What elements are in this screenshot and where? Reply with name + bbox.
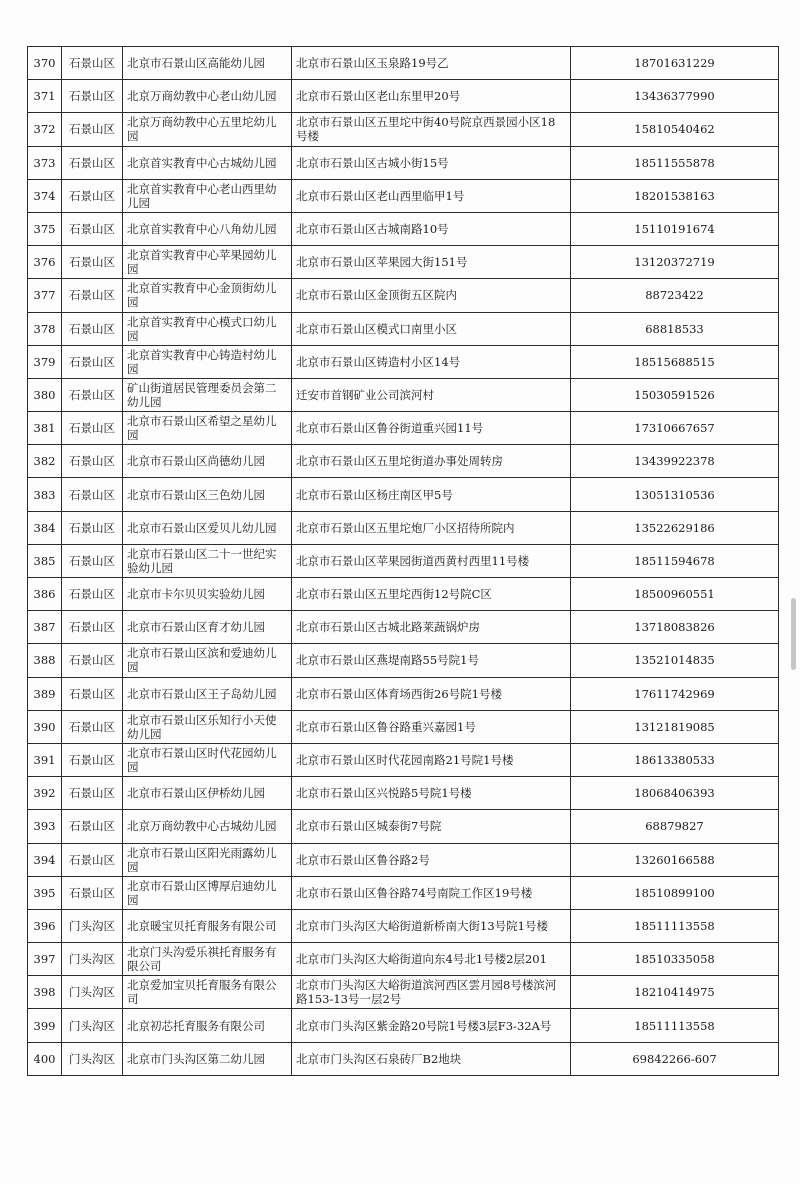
table-row xyxy=(28,412,779,445)
kindergarten-name-cell: 北京市石景山区希望之星幼儿园 xyxy=(123,412,292,445)
kindergarten-name-cell: 北京市石景山区二十一世纪实验幼儿园 xyxy=(123,544,292,577)
phone-cell: 18500960551 xyxy=(571,578,779,611)
district-cell: 石景山区 xyxy=(62,312,123,345)
row-number: 376 xyxy=(28,246,62,279)
address-cell: 北京市石景山区古城南路10号 xyxy=(292,212,571,245)
kindergarten-table xyxy=(27,46,779,1076)
table-row xyxy=(28,279,779,312)
phone-cell: 88723422 xyxy=(571,279,779,312)
kindergarten-name-cell: 北京市石景山区伊桥幼儿园 xyxy=(123,777,292,810)
kindergarten-name-cell: 北京首实教育中心金顶街幼儿园 xyxy=(123,279,292,312)
phone-cell: 13051310536 xyxy=(571,478,779,511)
row-number: 375 xyxy=(28,212,62,245)
phone-cell: 18511113558 xyxy=(571,909,779,942)
table-row xyxy=(28,378,779,411)
row-number: 378 xyxy=(28,312,62,345)
table-row xyxy=(28,976,779,1009)
row-number: 386 xyxy=(28,578,62,611)
table-row xyxy=(28,909,779,942)
phone-cell: 18510899100 xyxy=(571,876,779,909)
table-row xyxy=(28,80,779,113)
phone-cell: 69842266-607 xyxy=(571,1042,779,1075)
table-row xyxy=(28,1042,779,1075)
address-cell: 北京市石景山区苹果园街道西黄村西里11号楼 xyxy=(292,544,571,577)
phone-cell: 18511555878 xyxy=(571,146,779,179)
row-number: 387 xyxy=(28,611,62,644)
row-number: 377 xyxy=(28,279,62,312)
table-row xyxy=(28,876,779,909)
address-cell: 北京市门头沟区紫金路20号院1号楼3层F3-32A号 xyxy=(292,1009,571,1042)
district-cell: 门头沟区 xyxy=(62,976,123,1009)
row-number: 396 xyxy=(28,909,62,942)
row-number: 380 xyxy=(28,378,62,411)
row-number: 395 xyxy=(28,876,62,909)
table-row xyxy=(28,943,779,976)
kindergarten-name-cell: 矿山街道居民管理委员会第二幼儿园 xyxy=(123,378,292,411)
table-row xyxy=(28,511,779,544)
kindergarten-name-cell: 北京市石景山区乐知行小天使幼儿园 xyxy=(123,710,292,743)
table-row xyxy=(28,810,779,843)
address-cell: 北京市石景山区苹果园大街151号 xyxy=(292,246,571,279)
address-cell: 北京市石景山区杨庄南区甲5号 xyxy=(292,478,571,511)
phone-cell: 13121819085 xyxy=(571,710,779,743)
phone-cell: 13439922378 xyxy=(571,445,779,478)
address-cell: 北京市石景山区鲁谷街道重兴园11号 xyxy=(292,412,571,445)
row-number: 372 xyxy=(28,113,62,146)
kindergarten-name-cell: 北京首实教育中心八角幼儿园 xyxy=(123,212,292,245)
district-cell: 石景山区 xyxy=(62,478,123,511)
district-cell: 石景山区 xyxy=(62,80,123,113)
address-cell: 北京市石景山区古城小街15号 xyxy=(292,146,571,179)
kindergarten-name-cell: 北京市石景山区王子岛幼儿园 xyxy=(123,677,292,710)
district-cell: 石景山区 xyxy=(62,47,123,80)
table-row xyxy=(28,445,779,478)
row-number: 379 xyxy=(28,345,62,378)
address-cell: 北京市石景山区五里坨街道办事处周转房 xyxy=(292,445,571,478)
row-number: 399 xyxy=(28,1009,62,1042)
district-cell: 石景山区 xyxy=(62,378,123,411)
district-cell: 石景山区 xyxy=(62,412,123,445)
row-number: 374 xyxy=(28,179,62,212)
address-cell: 北京市石景山区鲁谷路重兴嘉园1号 xyxy=(292,710,571,743)
phone-cell: 18613380533 xyxy=(571,743,779,776)
address-cell: 北京市石景山区铸造村小区14号 xyxy=(292,345,571,378)
phone-cell: 15030591526 xyxy=(571,378,779,411)
kindergarten-name-cell: 北京万商幼教中心古城幼儿园 xyxy=(123,810,292,843)
kindergarten-name-cell: 北京门头沟爱乐祺托育服务有限公司 xyxy=(123,943,292,976)
address-cell: 北京市石景山区时代花园南路21号院1号楼 xyxy=(292,743,571,776)
district-cell: 石景山区 xyxy=(62,345,123,378)
vertical-scrollbar[interactable] xyxy=(791,598,796,670)
row-number: 400 xyxy=(28,1042,62,1075)
district-cell: 石景山区 xyxy=(62,279,123,312)
row-number: 373 xyxy=(28,146,62,179)
phone-cell: 13521014835 xyxy=(571,644,779,677)
kindergarten-name-cell: 北京市门头沟区第二幼儿园 xyxy=(123,1042,292,1075)
table-row xyxy=(28,345,779,378)
phone-cell: 18511594678 xyxy=(571,544,779,577)
address-cell: 北京市石景山区五里坨炮厂小区招待所院内 xyxy=(292,511,571,544)
kindergarten-name-cell: 北京爱加宝贝托育服务有限公司 xyxy=(123,976,292,1009)
district-cell: 石景山区 xyxy=(62,644,123,677)
address-cell: 迁安市首钢矿业公司滨河村 xyxy=(292,378,571,411)
address-cell: 北京市石景山区体育场西街26号院1号楼 xyxy=(292,677,571,710)
table-row xyxy=(28,478,779,511)
address-cell: 北京市石景山区兴悦路5号院1号楼 xyxy=(292,777,571,810)
row-number: 392 xyxy=(28,777,62,810)
district-cell: 石景山区 xyxy=(62,810,123,843)
phone-cell: 68879827 xyxy=(571,810,779,843)
table-row xyxy=(28,644,779,677)
row-number: 370 xyxy=(28,47,62,80)
kindergarten-name-cell: 北京万商幼教中心老山幼儿园 xyxy=(123,80,292,113)
phone-cell: 13718083826 xyxy=(571,611,779,644)
phone-cell: 18510335058 xyxy=(571,943,779,976)
kindergarten-name-cell: 北京市石景山区博厚启迪幼儿园 xyxy=(123,876,292,909)
row-number: 381 xyxy=(28,412,62,445)
address-cell: 北京市门头沟区石泉砖厂B2地块 xyxy=(292,1042,571,1075)
phone-cell: 13436377990 xyxy=(571,80,779,113)
kindergarten-name-cell: 北京万商幼教中心五里坨幼儿园 xyxy=(123,113,292,146)
kindergarten-name-cell: 北京首实教育中心铸造村幼儿园 xyxy=(123,345,292,378)
district-cell: 石景山区 xyxy=(62,511,123,544)
table-row xyxy=(28,544,779,577)
address-cell: 北京市石景山区鲁谷路2号 xyxy=(292,843,571,876)
table-row xyxy=(28,179,779,212)
kindergarten-name-cell: 北京市石景山区育才幼儿园 xyxy=(123,611,292,644)
table-body xyxy=(28,47,779,1076)
kindergarten-name-cell: 北京首实教育中心模式口幼儿园 xyxy=(123,312,292,345)
kindergarten-name-cell: 北京市石景山区滨和爱迪幼儿园 xyxy=(123,644,292,677)
address-cell: 北京市石景山区金顶街五区院内 xyxy=(292,279,571,312)
row-number: 390 xyxy=(28,710,62,743)
district-cell: 石景山区 xyxy=(62,578,123,611)
phone-cell: 13522629186 xyxy=(571,511,779,544)
row-number: 397 xyxy=(28,943,62,976)
row-number: 371 xyxy=(28,80,62,113)
phone-cell: 17310667657 xyxy=(571,412,779,445)
address-cell: 北京市石景山区鲁谷路74号南院工作区19号楼 xyxy=(292,876,571,909)
district-cell: 石景山区 xyxy=(62,777,123,810)
phone-cell: 18201538163 xyxy=(571,179,779,212)
table-row xyxy=(28,843,779,876)
phone-cell: 18511113558 xyxy=(571,1009,779,1042)
address-cell: 北京市石景山区老山东里甲20号 xyxy=(292,80,571,113)
district-cell: 石景山区 xyxy=(62,843,123,876)
row-number: 394 xyxy=(28,843,62,876)
table-row xyxy=(28,1009,779,1042)
address-cell: 北京市石景山区五里坨西街12号院C区 xyxy=(292,578,571,611)
address-cell: 北京市门头沟区大峪街道新桥南大街13号院1号楼 xyxy=(292,909,571,942)
address-cell: 北京市门头沟区大峪街道滨河西区雲月园8号楼滨河路153-13号一层2号 xyxy=(292,976,571,1009)
kindergarten-name-cell: 北京首实教育中心老山西里幼儿园 xyxy=(123,179,292,212)
phone-cell: 15110191674 xyxy=(571,212,779,245)
row-number: 393 xyxy=(28,810,62,843)
table-row xyxy=(28,246,779,279)
row-number: 391 xyxy=(28,743,62,776)
district-cell: 石景山区 xyxy=(62,611,123,644)
row-number: 389 xyxy=(28,677,62,710)
kindergarten-name-cell: 北京市石景山区高能幼儿园 xyxy=(123,47,292,80)
row-number: 398 xyxy=(28,976,62,1009)
table-row xyxy=(28,312,779,345)
district-cell: 石景山区 xyxy=(62,876,123,909)
district-cell: 门头沟区 xyxy=(62,909,123,942)
row-number: 382 xyxy=(28,445,62,478)
district-cell: 石景山区 xyxy=(62,710,123,743)
kindergarten-name-cell: 北京市石景山区三色幼儿园 xyxy=(123,478,292,511)
phone-cell: 13260166588 xyxy=(571,843,779,876)
district-cell: 门头沟区 xyxy=(62,1042,123,1075)
row-number: 385 xyxy=(28,544,62,577)
address-cell: 北京市石景山区模式口南里小区 xyxy=(292,312,571,345)
address-cell: 北京市石景山区老山西里临甲1号 xyxy=(292,179,571,212)
address-cell: 北京市门头沟区大峪街道向东4号北1号楼2层201 xyxy=(292,943,571,976)
row-number: 383 xyxy=(28,478,62,511)
address-cell: 北京市石景山区城泰街7号院 xyxy=(292,810,571,843)
kindergarten-name-cell: 北京市石景山区爱贝儿幼儿园 xyxy=(123,511,292,544)
table-row xyxy=(28,146,779,179)
row-number: 388 xyxy=(28,644,62,677)
district-cell: 石景山区 xyxy=(62,544,123,577)
phone-cell: 17611742969 xyxy=(571,677,779,710)
district-cell: 石景山区 xyxy=(62,113,123,146)
table-row xyxy=(28,578,779,611)
table-row xyxy=(28,743,779,776)
district-cell: 门头沟区 xyxy=(62,1009,123,1042)
phone-cell: 18701631229 xyxy=(571,47,779,80)
phone-cell: 18068406393 xyxy=(571,777,779,810)
district-cell: 石景山区 xyxy=(62,246,123,279)
phone-cell: 15810540462 xyxy=(571,113,779,146)
table-row xyxy=(28,212,779,245)
phone-cell: 18515688515 xyxy=(571,345,779,378)
district-cell: 石景山区 xyxy=(62,677,123,710)
address-cell: 北京市石景山区五里坨中街40号院京西景园小区18号楼 xyxy=(292,113,571,146)
kindergarten-name-cell: 北京首实教育中心古城幼儿园 xyxy=(123,146,292,179)
kindergarten-name-cell: 北京暖宝贝托育服务有限公司 xyxy=(123,909,292,942)
kindergarten-name-cell: 北京初芯托育服务有限公司 xyxy=(123,1009,292,1042)
table-row xyxy=(28,47,779,80)
address-cell: 北京市石景山区玉泉路19号乙 xyxy=(292,47,571,80)
district-cell: 石景山区 xyxy=(62,146,123,179)
table-row xyxy=(28,611,779,644)
district-cell: 门头沟区 xyxy=(62,943,123,976)
kindergarten-name-cell: 北京市卡尔贝贝实验幼儿园 xyxy=(123,578,292,611)
district-cell: 石景山区 xyxy=(62,212,123,245)
address-cell: 北京市石景山区燕堤南路55号院1号 xyxy=(292,644,571,677)
district-cell: 石景山区 xyxy=(62,179,123,212)
table-row xyxy=(28,777,779,810)
table-row xyxy=(28,710,779,743)
row-number: 384 xyxy=(28,511,62,544)
phone-cell: 18210414975 xyxy=(571,976,779,1009)
kindergarten-name-cell: 北京市石景山区尚德幼儿园 xyxy=(123,445,292,478)
phone-cell: 68818533 xyxy=(571,312,779,345)
kindergarten-name-cell: 北京市石景山区时代花园幼儿园 xyxy=(123,743,292,776)
kindergarten-name-cell: 北京首实教育中心苹果园幼儿园 xyxy=(123,246,292,279)
table-row xyxy=(28,677,779,710)
phone-cell: 13120372719 xyxy=(571,246,779,279)
kindergarten-name-cell: 北京市石景山区阳光雨露幼儿园 xyxy=(123,843,292,876)
address-cell: 北京市石景山区古城北路莱蔬锅炉房 xyxy=(292,611,571,644)
table-row xyxy=(28,113,779,146)
district-cell: 石景山区 xyxy=(62,445,123,478)
district-cell: 石景山区 xyxy=(62,743,123,776)
